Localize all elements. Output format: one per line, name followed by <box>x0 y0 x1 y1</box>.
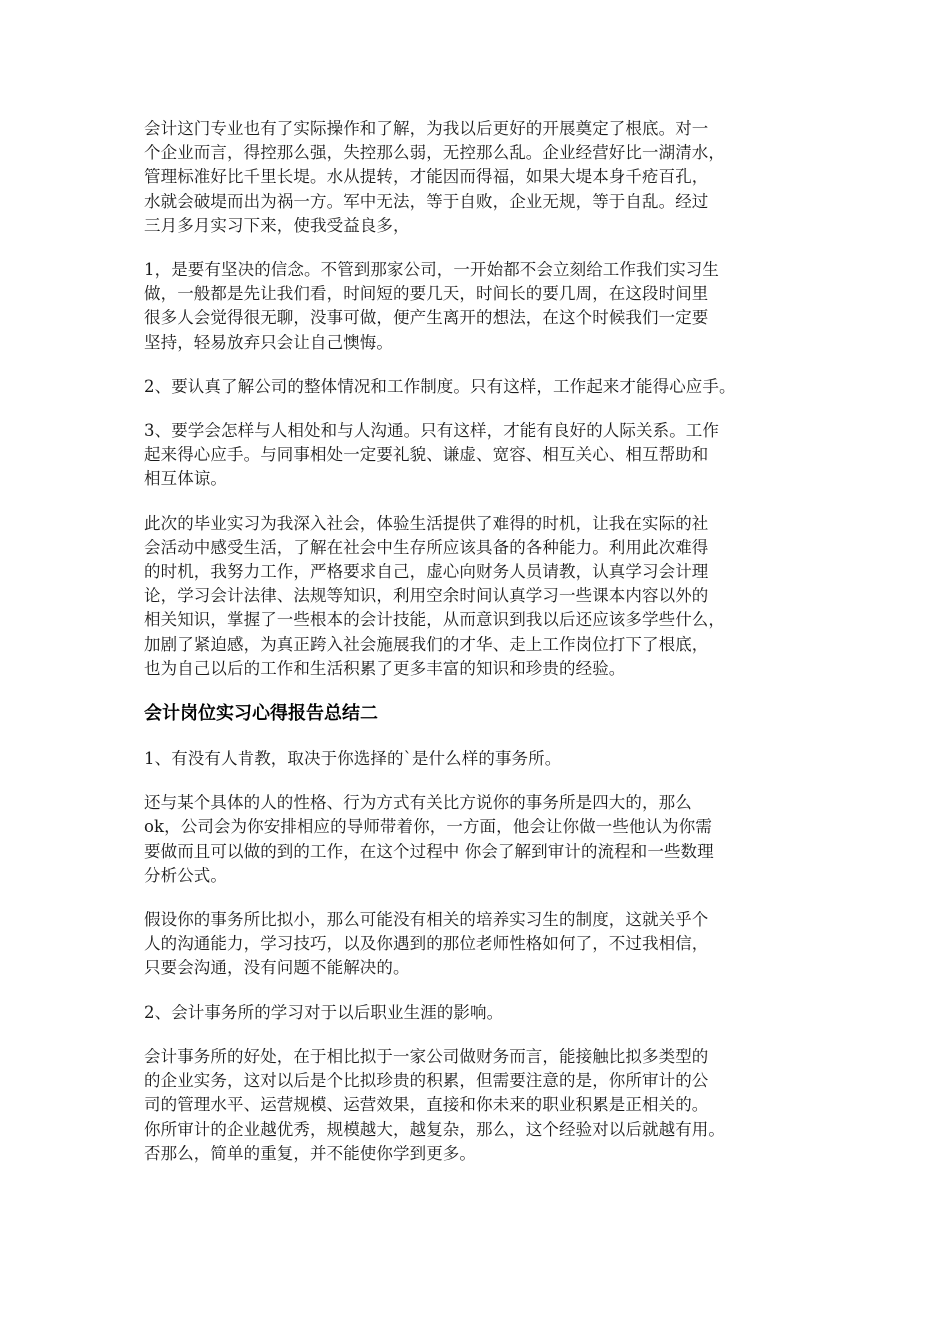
document-body <box>144 117 824 1186</box>
text-line: 司的管理水平、运营规模、运营效果，直接和你未来的职业积累是正相关的。 <box>144 1095 709 1115</box>
paragraph-point-2 <box>144 375 824 399</box>
text-line: 否那么，简单的重复，并不能使你学到更多。 <box>144 1143 476 1163</box>
text-line: 坚持，轻易放弃只会让自己懊悔。 <box>144 332 393 352</box>
text-line: 会计事务所的好处，在于相比拟于一家公司做财务而言，能接触比拟多类型的 <box>144 1046 709 1066</box>
paragraph-point-3 <box>144 419 824 492</box>
text-line: 只要会沟通，没有问题不能解决的。 <box>144 958 410 978</box>
text-line: 的时机，我努力工作，严格要求自己，虚心向财务人员请教，认真学习会计理 <box>144 562 709 582</box>
text-line: 管理标准好比千里长堤。水从提转，才能因而得福，如果大堤本身千疮百孔， <box>144 167 709 187</box>
text-line: 会活动中感受生活，了解在社会中生存所应该具备的各种能力。利用此次难得 <box>144 537 709 557</box>
text-line: 加剧了紧迫感，为真正跨入社会施展我们的才华、走上工作岗位打下了根底， <box>144 634 709 654</box>
text-line: 也为自己以后的工作和生活积累了更多丰富的知识和珍贵的经验。 <box>144 658 626 678</box>
text-line: 要做而且可以做的到的工作，在这个过程中 你会了解到审计的流程和一些数理 <box>144 841 714 861</box>
section-heading: 会计岗位实习心得报告总结二 <box>144 703 378 725</box>
paragraph-summary <box>144 512 824 681</box>
paragraph-career-impact <box>144 1045 824 1166</box>
text-line: 人的沟通能力，学习技巧，以及你遇到的那位老师性格如何了，不过我相信， <box>144 934 709 954</box>
text-line: 还与某个具体的人的性格、行为方式有关比方说你的事务所是四大的，那么 <box>144 793 692 813</box>
text-line: 的企业实务，这对以后是个比拟珍贵的积累，但需要注意的是，你所审计的公 <box>144 1071 709 1091</box>
text-line: 做，一般都是先让我们看，时间短的要几天，时间长的要几周，在这段时间里 <box>144 284 709 304</box>
text-line: 2、要认真了解公司的整体情况和工作制度。只有这样，工作起来才能得心应手。 <box>144 376 736 396</box>
text-line: 此次的毕业实习为我深入社会，体验生活提供了难得的时机，让我在实际的社 <box>144 513 709 533</box>
text-line: 相互体谅。 <box>144 469 227 489</box>
text-line: ok，公司会为你安排相应的导师带着你，一方面，他会让你做一些他认为你需 <box>144 817 712 837</box>
paragraph-item-2 <box>144 1001 824 1025</box>
text-line: 三月多月实习下来，使我受益良多， <box>144 215 410 235</box>
text-line: 起来得心应手。与同事相处一定要礼貌、谦虚、宽容、相互关心、相互帮助和 <box>144 445 709 465</box>
text-line: 水就会破堤而出为祸一方。军中无法，等于自败，企业无规，等于自乱。经过 <box>144 191 709 211</box>
text-line: 论，学习会计法律、法规等知识，利用空余时间认真学习一些课本内容以外的 <box>144 586 709 606</box>
paragraph-intro <box>144 117 824 238</box>
paragraph-small-firm <box>144 908 824 981</box>
text-line: 很多人会觉得很无聊，没事可做，便产生离开的想法，在这个时候我们一定要 <box>144 308 709 328</box>
text-line: 3、要学会怎样与人相处和与人沟通。只有这样，才能有良好的人际关系。工作 <box>144 421 719 441</box>
text-line: 你所审计的企业越优秀，规模越大，越复杂，那么，这个经验对以后就越有用。 <box>144 1119 725 1139</box>
paragraph-big-firm <box>144 791 824 888</box>
text-line: 相关知识，掌握了一些根本的会计技能，从而意识到我以后还应该多学些什么， <box>144 610 725 630</box>
text-line: 个企业而言，得控那么强，失控那么弱，无控那么乱。企业经营好比一湖清水， <box>144 143 725 163</box>
paragraph-item-1 <box>144 747 824 771</box>
text-line: 会计这门专业也有了实际操作和了解，为我以后更好的开展奠定了根底。对一 <box>144 119 709 138</box>
text-line: 1，是要有坚决的信念。不管到那家公司，一开始都不会立刻给工作我们实习生 <box>144 260 719 280</box>
text-line: 2、会计事务所的学习对于以后职业生涯的影响。 <box>144 1002 504 1022</box>
text-line: 分析公式。 <box>144 865 227 885</box>
text-line: 1、有没有人肯教，取决于你选择的`是什么样的事务所。 <box>144 749 562 769</box>
paragraph-point-1 <box>144 258 824 355</box>
text-line: 假设你的事务所比拟小，那么可能没有相关的培养实习生的制度，这就关乎个 <box>144 910 709 930</box>
